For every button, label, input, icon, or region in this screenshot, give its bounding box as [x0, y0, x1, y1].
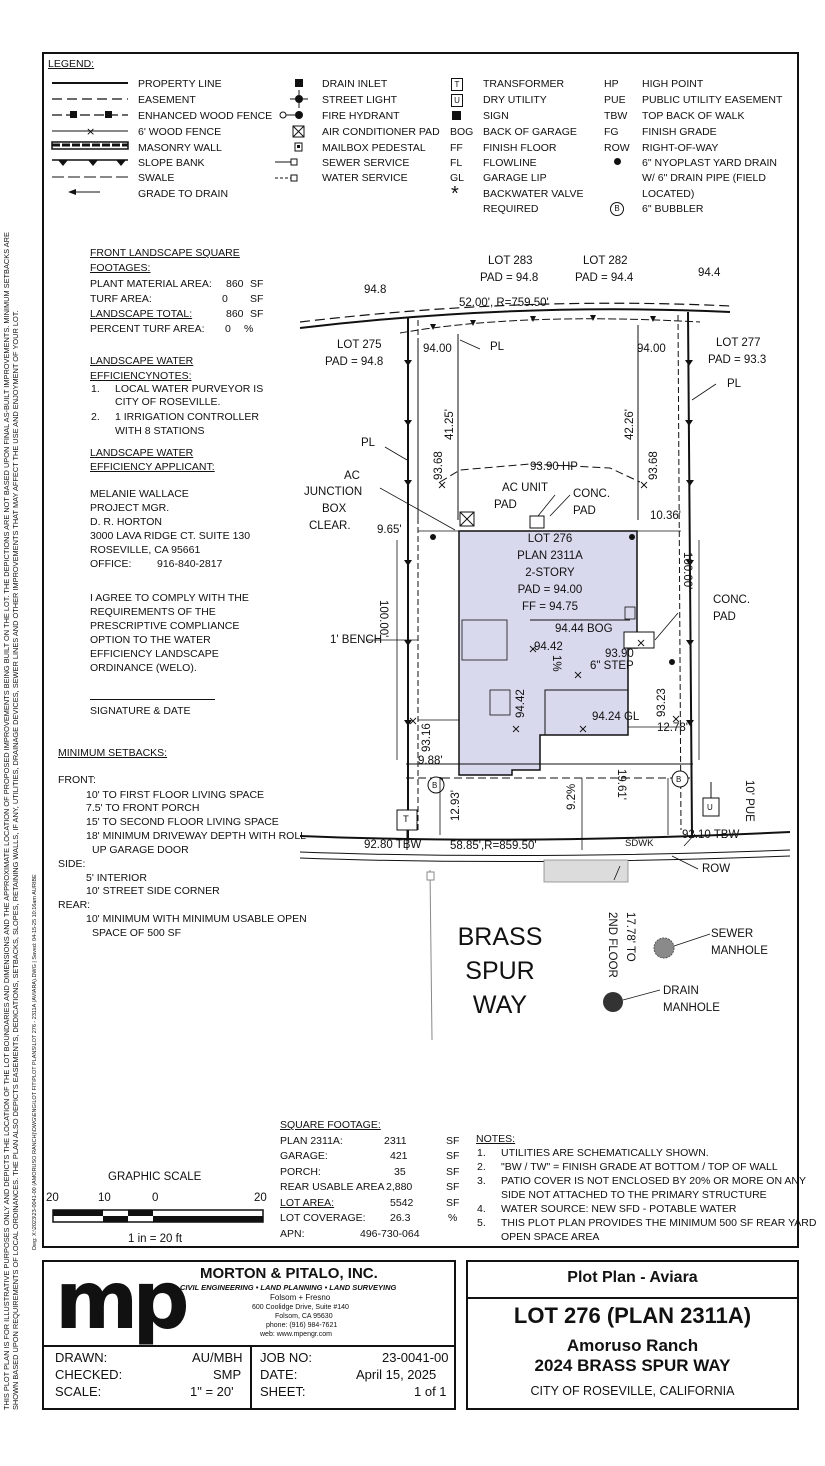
sf-value: 2,880	[386, 1181, 413, 1193]
water-note-num: 1.	[91, 383, 100, 395]
water-note: CITY OF ROSEVILLE.	[115, 396, 221, 408]
legend-item: ENHANCED WOOD FENCE	[138, 110, 273, 122]
elev-rear-right: 94.00	[637, 343, 666, 355]
applicant-line: PROJECT MGR.	[90, 502, 170, 514]
bubbler-icon: B	[610, 202, 624, 216]
house-line: PAD = 94.00	[517, 584, 583, 596]
sf-value: 2311	[384, 1135, 407, 1147]
landscape-row-value: 0	[225, 323, 231, 335]
ac-junction-label: AC	[344, 470, 360, 482]
row-label: ROW	[702, 863, 731, 875]
note-line: UTILITIES ARE SCHEMATICALLY SHOWN.	[501, 1147, 709, 1159]
step-label: 6" STEP	[590, 660, 634, 672]
tbw-left: 92.80 TBW	[364, 839, 422, 851]
sf-value: 421	[390, 1150, 408, 1162]
landscape-row-label: LANDSCAPE TOTAL:	[90, 308, 193, 320]
legend-item: FINISH FLOOR	[483, 142, 557, 154]
note-num: 4.	[477, 1203, 486, 1215]
legend-item: 6' WOOD FENCE	[138, 126, 222, 138]
legend-abbr: FF	[450, 142, 463, 154]
scale-tick: 20	[254, 1192, 267, 1204]
house-line: FF = 94.75	[522, 601, 578, 613]
backwater-valve-icon: *	[451, 183, 459, 205]
legend-abbr: FG	[604, 126, 619, 138]
house-line: PLAN 2311A	[517, 550, 583, 562]
applicant-title: EFFICIENCY APPLICANT:	[90, 461, 215, 473]
setback-label: SIDE:	[58, 858, 86, 870]
job-label: JOB NO:	[260, 1350, 313, 1365]
setback-label: REAR:	[58, 899, 91, 911]
water-title: LANDSCAPE WATER	[90, 355, 194, 367]
sf-title: SQUARE FOOTAGE:	[280, 1119, 381, 1131]
drawn-label: DRAWN:	[55, 1350, 108, 1365]
legend-item: WATER SERVICE	[322, 172, 408, 184]
dim-1293: 12.93'	[450, 790, 462, 821]
setback-line: 15' TO SECOND FLOOR LIVING SPACE	[86, 816, 279, 828]
company-services: CIVIL ENGINEERING • LAND PLANNING • LAND SURVEYING	[180, 1283, 397, 1292]
company-name: MORTON & PITALO, INC.	[200, 1265, 378, 1282]
dry-utility-icon: U	[451, 94, 463, 107]
date-value: April 15, 2025	[356, 1367, 437, 1382]
scale-value: 1" = 20'	[190, 1384, 234, 1399]
drain-manhole-label: MANHOLE	[663, 1002, 720, 1014]
conc-pad-rear	[530, 516, 544, 528]
landscape-row-value: 0	[222, 293, 228, 305]
high-point-elev: 93.90 HP	[530, 461, 578, 473]
landscape-row-unit: SF	[250, 278, 264, 290]
note-num: 2.	[477, 1161, 486, 1173]
city-name: CITY OF ROSEVILLE, CALIFORNIA	[530, 1384, 735, 1398]
sf-label: APN:	[280, 1228, 305, 1240]
setback-line: 5' INTERIOR	[86, 872, 147, 884]
driveway-apron	[544, 860, 628, 882]
checked-label: CHECKED:	[55, 1367, 123, 1382]
front-curve-data: 58.85',R=859.50'	[450, 840, 537, 852]
legend-item: PROPERTY LINE	[138, 78, 222, 90]
legend-item: GARAGE LIP	[483, 172, 547, 184]
conc-pad-right: CONC.	[713, 594, 751, 606]
scale-label: SCALE:	[55, 1384, 102, 1399]
agree-line: I AGREE TO COMPLY WITH THE	[90, 592, 249, 604]
legend-item: TRANSFORMER	[483, 78, 565, 90]
dim-4226: 42.26'	[624, 409, 636, 440]
scale-tick: 10	[98, 1192, 111, 1204]
sf-unit: %	[448, 1212, 458, 1224]
lot-title: LOT 276 (PLAN 2311A)	[513, 1303, 752, 1328]
ac-junction-label: BOX	[322, 503, 347, 515]
garage-lip-elev: 94.24 GL	[592, 711, 640, 723]
legend-item: FINISH GRADE	[642, 126, 717, 138]
second-floor-dim: 2ND FLOOR	[606, 912, 618, 978]
company-web: web: www.mpengr.com	[260, 1331, 332, 1338]
bubbler-label: B	[432, 781, 438, 790]
dim-988: 9.88'	[418, 755, 443, 767]
side-disclaimer-line1: THIS PLOT PLAN IS FOR ILLUSTRATIVE PURPOSES ONLY AND DEPICTS THE LOCATION OF THE LOT BOUNDARIES AND DIMENSIONS AND THE APPROXIMATE LOCATION OF PROPOSED IMPROVEMENTS BEING BUILT ON THE LOT. THE DEPICTIONS ARE NOT BASED UPON FINAL AS-BUILT IMPROVEMENTS. MINIMUM SETBACKS ARE	[2, 232, 11, 1410]
conc-pad-label: PAD	[573, 505, 596, 517]
setbacks-title: MINIMUM SETBACKS:	[58, 747, 168, 759]
sf-label: LOT AREA:	[280, 1197, 335, 1209]
landscape-row-value: 860	[226, 308, 244, 320]
applicant-line: 3000 LAVA RIDGE CT. SUITE 130	[90, 530, 251, 542]
scale-tick: 20	[46, 1192, 59, 1204]
house-line: LOT 276	[527, 533, 573, 545]
legend-item: FLOWLINE	[483, 157, 537, 169]
landscape-row-unit: %	[244, 323, 254, 335]
plan-name: Plot Plan - Aviara	[567, 1269, 698, 1286]
pl-label: PL	[727, 378, 742, 390]
applicant-title: LANDSCAPE WATER	[90, 447, 194, 459]
company-logo: mp	[55, 1254, 184, 1347]
lot-275-pad: PAD = 94.8	[325, 356, 384, 368]
notes-title: NOTES:	[476, 1133, 516, 1145]
legend-item: BACK OF GARAGE	[483, 126, 577, 138]
water-note-num: 2.	[91, 411, 100, 423]
transformer-label: T	[403, 814, 409, 825]
landscape-row-unit: SF	[250, 293, 264, 305]
legend-item: RIGHT-OF-WAY	[642, 142, 719, 154]
legend-item: TOP BACK OF WALK	[642, 110, 745, 122]
setback-line: 10' MINIMUM WITH MINIMUM USABLE OPEN	[86, 913, 307, 925]
drawing-path: Dwg: X:\2023\23-0041-00 (AMORUSO RANCH)\DWG\ENG\LOT FIT\PLOT PLANS\LOT 276 - 2311A (AVIARA).DWG | Saved: 04-15-25 10:16am AURIBE	[32, 874, 38, 1250]
company-phone: phone: (916) 984-7621	[266, 1322, 338, 1329]
sf-label: LOT COVERAGE:	[280, 1212, 366, 1224]
agree-line: EFFICIENCY LANDSCAPE	[90, 648, 219, 660]
driveway-slope: 9.2%	[566, 783, 578, 810]
conc-pad-right: PAD	[713, 611, 736, 623]
dim-9316: 93.16	[421, 723, 433, 752]
sf-unit: SF	[446, 1150, 460, 1162]
divider	[466, 1297, 799, 1299]
note-num: 5.	[477, 1217, 486, 1229]
legend-abbr: ROW	[604, 142, 630, 154]
elev-9442: 94.42	[534, 641, 563, 653]
signature-label: SIGNATURE & DATE	[90, 705, 191, 717]
drain-manhole-icon	[603, 992, 623, 1012]
dim-4125: 41.25'	[444, 409, 456, 440]
sewer-manhole-label: SEWER	[711, 928, 754, 940]
dim-965: 9.65'	[377, 524, 402, 536]
legend-title: LEGEND:	[48, 58, 95, 70]
ac-junction-label: CLEAR.	[309, 520, 351, 532]
water-note: LOCAL WATER PURVEYOR IS	[115, 383, 264, 395]
legend-abbr: PUE	[604, 94, 626, 106]
ac-unit-label: PAD	[494, 499, 517, 511]
scale-tick: 0	[152, 1192, 159, 1204]
lot-277-label: LOT 277	[716, 337, 761, 349]
drain-manhole-label: DRAIN	[663, 985, 699, 997]
agree-line: ORDINANCE (WELO).	[90, 662, 197, 674]
water-note: WITH 8 STATIONS	[115, 425, 205, 437]
house-line: 2-STORY	[525, 567, 575, 579]
legend-item: HIGH POINT	[642, 78, 704, 90]
note-line: OPEN SPACE AREA	[501, 1231, 600, 1243]
landscape-title: FRONT LANDSCAPE SQUARE	[90, 247, 240, 259]
lot-283-label: LOT 283	[488, 255, 533, 267]
date-label: DATE:	[260, 1367, 298, 1382]
sf-label: PORCH:	[280, 1166, 321, 1178]
pl-label: PL	[361, 437, 376, 449]
legend-item: 6" BUBBLER	[642, 203, 704, 215]
note-num: 3.	[477, 1175, 486, 1187]
sidewalk-label: SDWK	[625, 838, 654, 849]
applicant-line: ROSEVILLE, CA 95661	[90, 544, 201, 556]
ac-junction-label: JUNCTION	[304, 486, 363, 498]
legend-abbr: GL	[450, 172, 465, 184]
dim-9323: 93.23	[656, 688, 668, 717]
dim-100-left: 100.00'	[377, 600, 389, 638]
applicant-line: MELANIE WALLACE	[90, 488, 189, 500]
setback-line: 18' MINIMUM DRIVEWAY DEPTH WITH ROLL	[86, 830, 306, 842]
sf-label: GARAGE:	[280, 1150, 328, 1162]
side-disclaimer-line2: SHOWN BASED UPON REQUIREMENTS OF LOCAL ORDINANCES. THE PLAN ALSO DEPICTS EASEMENTS, DEDICATIONS, SETBACKS, SLOPES, RETAINING WALLS, IF ANY, UTILITIES, DRAINAGE DEVICES, SEWER LINES AND OTHER IMPROVEMENTS THAT MAY AFFECT THE USE AND ENJOYMENT OF YOUR LOT.	[11, 310, 20, 1410]
sf-value: 26.3	[390, 1212, 411, 1224]
water-note: 1 IRRIGATION CONTROLLER	[115, 411, 259, 423]
legend-item: DRY UTILITY	[483, 94, 547, 106]
legend-item: SEWER SERVICE	[322, 157, 410, 169]
street-name: BRASS	[457, 923, 543, 951]
dim-1961: 19.61'	[615, 769, 627, 800]
applicant-line: D. R. HORTON	[90, 516, 162, 528]
office-phone: 916-840-2817	[157, 558, 223, 570]
street-name: SPUR	[465, 957, 535, 985]
sheet-value: 1 of 1	[414, 1384, 447, 1399]
scale-title: GRAPHIC SCALE	[108, 1171, 202, 1183]
legend-item: BACKWATER VALVE	[483, 188, 584, 200]
legend-item: FIRE HYDRANT	[322, 110, 400, 122]
company-cities: Folsom + Fresno	[270, 1293, 331, 1302]
dim-1036: 10.36'	[650, 510, 681, 522]
rear-property-line	[300, 309, 730, 328]
conc-pad-label: CONC.	[573, 488, 611, 500]
note-line: WATER SOURCE: NEW SFD - POTABLE WATER	[501, 1203, 737, 1215]
lot-277-pad: PAD = 93.3	[708, 354, 767, 366]
legend-abbr: FL	[450, 157, 463, 169]
legend-item: GRADE TO DRAIN	[138, 188, 229, 200]
divider	[250, 1345, 252, 1410]
legend-item: 6" NYOPLAST YARD DRAIN	[642, 157, 778, 169]
agree-line: REQUIREMENTS OF THE	[90, 606, 216, 618]
water-title: EFFICIENCYNOTES:	[90, 370, 192, 382]
transformer-icon: T	[451, 78, 463, 91]
dim-9368-right: 93.68	[648, 451, 660, 480]
note-line: SIDE NOT ATTACHED TO THE PRIMARY STRUCTURE	[501, 1189, 767, 1201]
landscape-title: FOOTAGES:	[90, 262, 151, 274]
legend-abbr: TBW	[604, 110, 628, 122]
ac-unit-label: AC UNIT	[502, 482, 548, 494]
setback-line: SPACE OF 500 SF	[92, 927, 182, 939]
sf-value: 5542	[390, 1197, 414, 1209]
legend-abbr: BOG	[450, 126, 474, 138]
street-name: WAY	[472, 991, 528, 1019]
sf-value: 35	[394, 1166, 406, 1178]
dry-utility-label: U	[707, 803, 713, 812]
note-line: THIS PLOT PLAN PROVIDES THE MINIMUM 500 SF REAR YARD	[501, 1217, 817, 1229]
legend-item: REQUIRED	[483, 203, 539, 215]
scale-bar	[52, 1208, 267, 1226]
lot-283-pad: PAD = 94.8	[480, 272, 539, 284]
drawn-value: AU/MBH	[192, 1350, 243, 1365]
site-address: 2024 BRASS SPUR WAY	[534, 1356, 731, 1375]
legend-item: SIGN	[483, 110, 509, 122]
rear-left-elev: 94.8	[364, 284, 387, 296]
note-line: PATIO COVER IS NOT ENCLOSED BY 20% OR MORE ON ANY	[501, 1175, 806, 1187]
sf-unit: SF	[446, 1166, 460, 1178]
sf-label: REAR USABLE AREA	[280, 1181, 385, 1193]
sf-unit: SF	[446, 1135, 460, 1147]
job-value: 23-0041-00	[382, 1350, 449, 1365]
bench-label: 1' BENCH	[330, 634, 383, 646]
dim-9368-left: 93.68	[433, 451, 445, 480]
legend-item: SLOPE BANK	[138, 157, 205, 169]
lot-275-label: LOT 275	[337, 339, 382, 351]
legend-item: EASEMENT	[138, 94, 196, 106]
company-address: 600 Coolidge Drive, Suite #140	[252, 1304, 349, 1311]
elev-9442-b: 94.42	[515, 689, 527, 718]
landscape-row-unit: SF	[250, 308, 264, 320]
setback-line: 10' TO FIRST FLOOR LIVING SPACE	[86, 789, 265, 801]
dim-100-right: 100.00'	[681, 552, 693, 590]
landscape-row-label: TURF AREA:	[90, 293, 152, 305]
sf-unit: SF	[446, 1197, 460, 1209]
scale-note: 1 in = 20 ft	[128, 1233, 183, 1245]
legend-item: LOCATED)	[642, 188, 695, 200]
sf-unit: SF	[446, 1181, 460, 1193]
office-label: OFFICE:	[90, 558, 132, 570]
landscape-row-label: PERCENT TURF AREA:	[90, 323, 205, 335]
legend-abbr: HP	[604, 78, 619, 90]
pue-label: 10' PUE	[743, 780, 755, 822]
project-name: Amoruso Ranch	[566, 1336, 699, 1355]
lot-282-pad: PAD = 94.4	[575, 272, 634, 284]
legend-item: DRAIN INLET	[322, 78, 388, 90]
lot-282-label: LOT 282	[583, 255, 628, 267]
sewer-manhole-label: MANHOLE	[711, 945, 768, 957]
sewer-manhole-icon	[654, 938, 674, 958]
second-floor-dim: 17.78' TO	[624, 912, 636, 962]
rear-right-elev: 94.4	[698, 267, 721, 279]
legend-item: W/ 6" DRAIN PIPE (FIELD	[642, 172, 766, 184]
legend-item: STREET LIGHT	[322, 94, 398, 106]
setback-line: 7.5' TO FRONT PORCH	[86, 802, 200, 814]
legend-item: SWALE	[138, 172, 175, 184]
service-line	[430, 870, 432, 1040]
landscape-row-value: 860	[226, 278, 244, 290]
legend-item: PUBLIC UTILITY EASEMENT	[642, 94, 783, 106]
note-line: "BW / TW" = FINISH GRADE AT BOTTOM / TOP OF WALL	[501, 1161, 778, 1173]
landscape-row-label: PLANT MATERIAL AREA:	[90, 278, 212, 290]
sheet-label: SHEET:	[260, 1384, 306, 1399]
rear-fence	[400, 319, 700, 333]
sf-label: PLAN 2311A:	[280, 1135, 343, 1147]
pl-label: PL	[490, 341, 505, 353]
checked-value: SMP	[213, 1367, 242, 1382]
note-num: 1.	[477, 1147, 486, 1159]
bubbler-label: B	[676, 775, 682, 784]
setback-line: UP GARAGE DOOR	[92, 844, 189, 856]
svg-text:×: ×	[86, 125, 96, 138]
agree-line: PRESCRIPTIVE COMPLIANCE	[90, 620, 240, 632]
sf-value: 496-730-064	[360, 1228, 420, 1240]
setback-label: FRONT:	[58, 774, 96, 786]
dim-1278: 12.78'	[657, 722, 688, 734]
legend-item: AIR CONDITIONER PAD	[322, 126, 440, 138]
tbw-right: 92.10 TBW	[682, 829, 740, 841]
company-address: Folsom, CA 95630	[275, 1313, 333, 1320]
legend-item: MAILBOX PEDESTAL	[322, 142, 426, 154]
slope-pct: 1%	[550, 655, 562, 672]
legend-item: MASONRY WALL	[138, 142, 222, 154]
rear-curve-data: 52.00', R=759.50'	[459, 297, 549, 309]
step-elev: 93.90	[605, 648, 634, 660]
agree-line: OPTION TO THE WATER	[90, 634, 211, 646]
elev-rear-left: 94.00	[423, 343, 452, 355]
setback-line: 10' STREET SIDE CORNER	[86, 885, 220, 897]
bog-elev: 94.44 BOG	[555, 623, 613, 635]
